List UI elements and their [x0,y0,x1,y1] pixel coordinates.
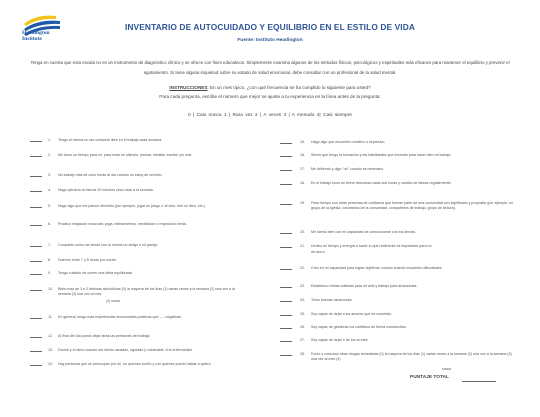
instructions-line1: : En un mes típico, ¿con qué frecuencia se ha cumplido lo siguiente para usted? [207,85,371,90]
item-text: Hago ejercicio al menos 20 minutos cinco días a la semana. [58,188,154,192]
item-number: 27. [300,338,305,342]
instructions [0,84,540,101]
answer-blank[interactable] [280,301,292,302]
item-number: 25. [300,312,305,316]
item-text: Al final del día puedo dejar atrás las presiones del trabajo. [58,334,151,338]
item-text: Me defiendo y digo "no" cuando es necesario. [311,167,385,171]
item-text: Establezco metas realistas para mi vida y trabajo para alcanzarlas. [311,284,418,288]
item-text: Tengo cuidado de comer una dieta equilibrada. [58,271,133,275]
item-number: 17. [300,167,305,171]
answer-blank[interactable] [30,318,42,319]
answer-blank[interactable] [280,233,292,234]
item-text: Bebo más de 1 o 2 bebidas alcohólicas (0) la mayoría de los días (1) varias veces a la semana (2) una vez a la semana (3) una vez al mes [58,287,235,296]
logo-line2: Institute [22,36,42,42]
answer-blank[interactable] [280,247,292,248]
item-text: No trabajo más de ocho horas al día cuando no estoy de servicio. [58,173,163,177]
item-text: Paso tiempo con otras personas de confianza que forman parte de una comunidad con significado y propósito (por ejemplo, un grupo de la iglesia, voluntarios de la comunidad, compañeros de trabajo, grupo de lectura). [311,201,514,210]
answer-blank[interactable] [280,328,292,329]
item-number: 14. [48,362,53,366]
answer-blank[interactable] [30,365,42,366]
item-number: 16. [300,153,305,157]
item-text: Siento que tengo la formación y las habilidades que necesito para hacer bien mi trabajo. [311,153,452,157]
item-number: 23. [300,284,305,288]
option-note: nunca [442,367,451,371]
item-text: Hago algo que me parece divertido (por ejemplo, jugar un juego, ir al cine, leer un libro, etc.). [58,204,206,208]
answer-blank[interactable] [280,204,292,205]
answer-blank[interactable] [280,355,292,356]
item-number: 3. [48,173,51,177]
total-score-label: PUNTAJE TOTAL [410,375,449,380]
item-number: 20. [300,230,305,234]
item-number: 26. [300,325,305,329]
item-text: Dormir y el ritmo cuando me siento cansado, agotado y vulnerable. A la enfermedad [58,348,192,352]
item-text: Me tomo un tiempo para mí, para estar en silencio, pensar, meditar, escribir y/o orar. [58,153,193,157]
item-number: 12. [48,334,53,338]
answer-blank[interactable] [280,156,292,157]
logo-line1: Headington [22,30,50,36]
page-title: INVENTARIO DE AUTOCUIDADO Y EQUILIBRIO EN EL ESTILO DE VIDA [124,22,416,32]
option-note: (4) nunca [106,299,120,303]
instructions-line2: Para cada pregunta, escribe el número que mejor se ajuste a tu experiencia en la línea antes de la pregunta: [159,93,381,99]
item-text: Soy capaz de dejar a los amores que he cometido. [311,312,392,316]
answer-blank[interactable] [280,184,292,185]
answer-blank[interactable] [280,143,292,144]
item-number: 13. [48,348,53,352]
item-text: Dedico mi tiempo y energía a hacer lo que realmente es importante para mí. [311,244,433,248]
item-number: 9. [48,271,51,275]
item-text: Tengo al menos un día completo libre en el trabajo cada semana. [58,138,163,142]
answer-blank[interactable] [30,246,42,247]
answer-blank[interactable] [30,351,42,352]
item-text: Hay personas que se preocupan por mí, en quienes confío y con quienes puedo hablar a quiero [58,362,211,366]
item-text: En el trabajo tomo un breve descanso cada dos horas y cambio de tareas regularmente. [311,181,452,185]
answer-blank[interactable] [30,261,42,262]
answer-blank[interactable] [30,156,42,157]
answer-blank[interactable] [280,269,292,270]
source-line: Fuente: Instituto Headington [237,38,303,43]
item-number: 24. [300,298,305,302]
answer-blank[interactable] [30,225,42,226]
answer-blank[interactable] [30,191,42,192]
answer-blank[interactable] [30,274,42,275]
intro-paragraph: Tenga en cuenta que esta escala no es un instrumento de diagnóstico clínico y se ofrece con fines educativos. Simplemente examina algunos de los métodos físicos, psicológicos y espirituales más eficaces para mantener el equilibrio y prevenir el agotamiento. Si tiene alguna inquietud sobre su estado de salud emocional, debe consultar con un profesional de la salud mental. [30,60,510,75]
item-text: Duermo entre 7 y 8 horas por noche. [58,258,117,262]
item-text: Creo en mi capacidad para lograr objetivos, incluso cuando encuentro dificultades. [311,266,443,270]
item-number: 4. [48,188,51,192]
item-number: 15. [300,140,305,144]
item-number: 22. [300,266,305,270]
answer-blank[interactable] [280,287,292,288]
answer-blank[interactable] [280,170,292,171]
item-text: Soy capaz de dejar ir de los errores. [311,338,369,342]
answer-blank[interactable] [280,315,292,316]
answer-blank[interactable] [280,341,292,342]
answer-blank[interactable] [30,207,42,208]
item-number: 10. [48,287,53,291]
rating-scale: 0 | Casi nunca 1 | Rara vez 2 | A veces 3 | A menudo 4| Casi siempre [188,113,352,118]
item-text: Practico relajación muscular, yoga, estiramientos, meditación o respiración lenta. [58,222,187,226]
answer-blank[interactable] [30,141,42,142]
item-number: 11. [48,315,53,319]
item-number: 21. [300,244,305,248]
item-text: Fumo o consumo otras drogas recreativas (0) la mayoría de los días (1) varias veces a la semana (2) una vez a la semana (3) una vez al mes (4) [311,352,512,361]
item-text: Hago algo que encuentro creativo o expresivo. [311,140,386,144]
item-number: 6. [48,222,51,226]
item-number: 2. [48,153,51,157]
item-number: 7. [48,243,51,247]
instructions-label: INSTRUCCIONES [169,85,208,90]
item-text: En general, tengo más experiencias emocionales positivas que ......negativas. [58,315,182,319]
item-number: 19. [300,201,305,205]
item-text: Tomo buenas vacaciones. [311,298,353,302]
item-text: Comparto como me siento con al menos un amigo o mi pareja. [58,243,159,247]
answer-blank[interactable] [30,290,42,291]
item-number: 8. [48,258,51,262]
option-note: de nuevo [311,250,325,254]
answer-blank[interactable] [30,337,42,338]
item-number: 18. [300,181,305,185]
item-number: 5. [48,204,51,208]
item-number: 28. [300,352,305,356]
item-text: Me siento bien con mi capacidad de comunicarme con los demás. [311,230,417,234]
total-score-blank[interactable] [462,381,496,382]
item-number: 1. [48,138,51,142]
item-text: Soy capaz de gestionar los conflictos de forma constructiva. [311,325,407,329]
answer-blank[interactable] [30,176,42,177]
